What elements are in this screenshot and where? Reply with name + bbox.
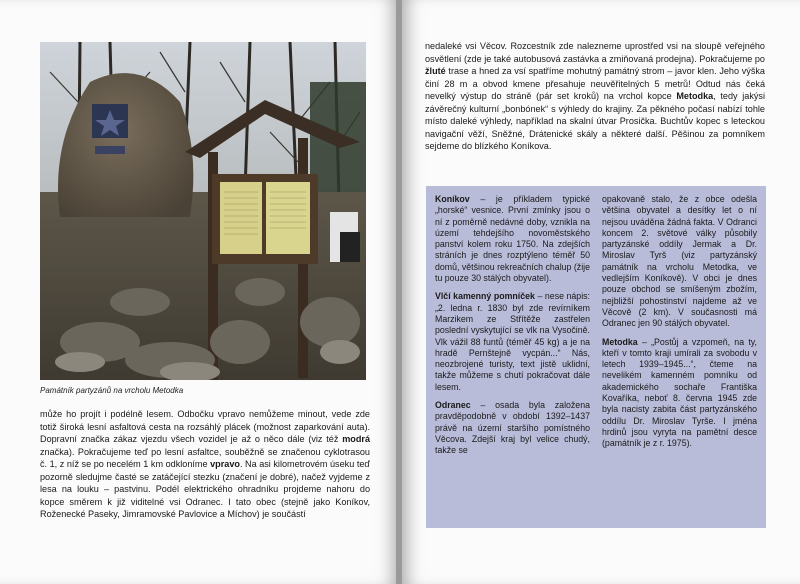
entry-text: – je příkladem typické „horské“ vesnice. První zmínky jsou o ní z poměrně nedávné doby, vznikla na území tehdejšího novoměstského panství kolem roku 1750. Na zdejších stráních je dnes rozptýleno téměř 50 domů, většinou rekreačních chalup (žije tu pouze 30 stálých obyvatel).: [435, 194, 591, 284]
left-page: [0, 0, 398, 584]
entry-vlci-pomnicek: [435, 291, 590, 393]
entry-odranec-continued: [602, 194, 757, 330]
text-run: . Na asi kilometrovém úseku teď pozorně sledujme časté se zatáčející stezku (značení je dobré), načež vyjdeme z lesa na louku – pastvinu. Podél elektrického ohradníku projdeme nahoru do kopce směrem k již viditelné vsi Odranec. I tato obec (stejně jako Koníkov, Roženecké Paseky, Jimramovské Pavlovice a Míchov) je součástí: [40, 459, 370, 519]
entry-text: opakovaně stalo, že z obce odešla většina obyvatel a desítky let o ní nejsou uváděna žádná fakta. V Odranci koncem 2. světové války působily partyzánské oddíly Jermak a Dr. Miroslav Tyrš (viz partyzánský památník na vrcholu Metodka, ve vedlejším Koníkově). V obci je dnes pouze obchod se smíšeným zbožím, nejbližší pohostinství najdeme až ve Věcově (2 km). V současnosti má Odranec jen 90 stálých obyvatel.: [602, 194, 757, 329]
memorial-photo: [40, 42, 366, 380]
right-body-paragraph: [425, 40, 765, 153]
entry-text: – osada byla založena pravděpodobně v období 1392–1437 právě na území staršího pomístného Věcova. Zdejší kraj byl velice chudý, takže se: [435, 400, 590, 456]
info-box: [426, 186, 766, 528]
entry-odranec: [435, 400, 590, 456]
bold-run-modra: modrá: [342, 434, 370, 444]
text-run: nedaleké vsi Věcov. Rozcestník zde nalezneme uprostřed vsi na sloupě veřejného osvětlení (zde je také autobusová zastávka a zmiňovaná prodejna). Pokračujeme po: [425, 41, 765, 64]
right-page-body-text: [425, 40, 765, 153]
entry-metodka: [602, 337, 757, 450]
text-run: , tedy jakýsi závěrečný kulturní „bonbónek“ s výhledy do krajiny. Za pěkného počasí nabízí tohle místo daleké výhledy, například na skalní útvar Prosička. Buchtův kopec s leteckou navigační věží, Sněžné, Drátenické skály a některé další. Pěšinou za pomníkem sejdeme do blízkého Koníkova.: [425, 91, 765, 151]
left-body-paragraph: [40, 408, 370, 521]
entry-term: Odranec: [435, 400, 471, 411]
entry-text: – nese nápis: „2. ledna r. 1830 byl zde revírníkem Marzikem ze Střítěže zastřelen poslední vyskytující se vlk na Vysočině. Vlk vážil 88 funtů (téměř 45 kg) a je na hradě Pernštejně vycpán...“ Nás, neozbrojené turisty, text jistě uklidní, takže můžeme s chutí pokračovat dále lesem.: [435, 291, 590, 392]
entry-term: Metodka: [602, 336, 638, 347]
entry-term: Vlčí kamenný pomníček: [435, 291, 535, 302]
bold-run-metodka: Metodka: [676, 91, 714, 101]
bold-run-vpravo: vpravo: [210, 459, 240, 469]
text-run: může ho projít i podélně lesem. Odbočku vpravo nemůžeme minout, vede zde totiž široká lesní asfaltová cesta na rozsáhlý plácek (možnost zaparkování auta). Dopravní značka zákaz vjezdu všech vozidel je až o něco dále (viz též: [40, 409, 370, 444]
photo-caption: Památník partyzánů na vrcholu Metodka: [40, 386, 184, 395]
text-run: značka). Pokračujeme teď po lesní asfaltce, souběžně se značenou cyklotrasou č. 1, z níž se po necelém 1 km odkloníme: [40, 446, 370, 469]
entry-text: – „Postůj a vzpomeň, na ty, kteří v tomto kraji umírali za svobodu v letech 1939–1945...“, čteme na nevelikém kamenném pomníku od akademického sochaře Františka Kovaříka, neboť 8. června 1945 zde byla nacisty zabita část partyzánského oddílu Dr. Miroslav Tyrše. I jména hrdinů jsou vyryta na pamětní desce (památník je z r. 1975).: [602, 336, 757, 449]
entry-term: Koníkov: [435, 194, 470, 204]
info-box-column-2: [602, 194, 757, 457]
left-page-body-text: [40, 408, 370, 521]
entry-konikov: [435, 194, 590, 284]
bold-run-zlute: žluté: [425, 66, 446, 76]
info-box-column-1: [435, 194, 590, 464]
text-run: trase a hned za vsí spatříme mohutný památný strom – javor klen. Jeho výška činí 28 m a obvod kmene přesahuje neuvěřitelných 5 metrů! Odtud nás čeká nevelký výstup do stráně (pár set kroků) na vrchol kopce: [425, 66, 765, 101]
